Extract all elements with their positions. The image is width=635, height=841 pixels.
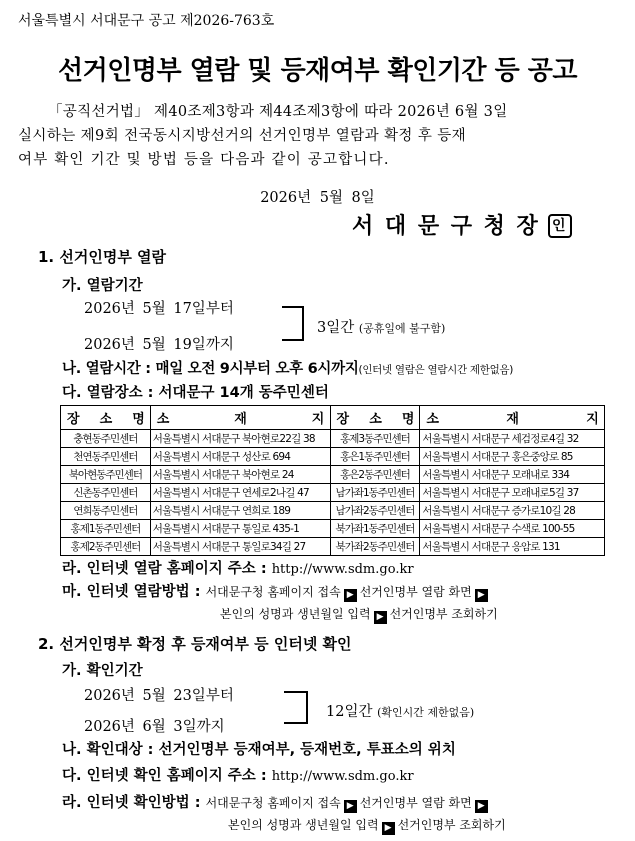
method-step: 서대문구청 홈페이지 접속 [205,796,341,810]
table-header-row [61,406,605,430]
column-header-name-left: 장 소 명 [61,406,151,430]
table-row [61,466,605,484]
method-step: 선거인명부 조회하기 [389,607,498,621]
place-name: 홍은1동주민센터 [330,448,420,466]
column-header-address-right: 소 재 지 [420,406,605,430]
arrow-right-icon: ▶ [475,589,488,602]
section2-method-label: 라. 인터넷 확인방법 : [62,795,206,811]
place-name: 홍제3동주민센터 [330,430,420,448]
section1-web-label: 라. 인터넷 열람 홈페이지 주소 : [62,561,272,577]
section1-method-label: 마. 인터넷 열람방법 : [62,584,206,600]
arrow-right-icon: ▶ [475,800,488,813]
place-address: 서울특별시 서대문구 연희로 189 [150,502,330,520]
method-step: 선거인명부 열람 화면 [359,796,472,810]
place-name: 남가좌2동주민센터 [330,502,420,520]
place-address: 서울특별시 서대문구 통일로34길 27 [150,538,330,556]
section1-time-label: 나. 열람시간 : 매일 오전 9시부터 오후 6시까지 [62,361,359,377]
page-title: 선거인명부 열람 및 등재여부 확인기간 등 공고 [57,56,577,86]
period-bracket [282,306,304,341]
place-name: 천연동주민센터 [61,448,151,466]
notice-date: 2026년 5월 8일 [260,190,375,206]
section2-period-summary [326,700,474,721]
place-name: 남가좌1동주민센터 [330,484,420,502]
section1-period-start: 2026년 5월 17일부터 [84,301,234,317]
section1-heading: 1. 선거인명부 열람 [38,248,167,266]
table-row [61,520,605,538]
section2-period-start: 2026년 5월 23일부터 [84,688,234,704]
section1-period-label: 가. 열람기간 [62,278,143,294]
place-address: 서울특별시 서대문구 증가로10길 28 [420,502,605,520]
method-step: 선거인명부 조회하기 [397,818,506,832]
column-header-address-left: 소 재 지 [150,406,330,430]
place-name: 연희동주민센터 [61,502,151,520]
place-address: 서울특별시 서대문구 성산로 694 [150,448,330,466]
method-step: 선거인명부 열람 화면 [359,585,472,599]
place-name: 북가좌1동주민센터 [330,520,420,538]
intro-line-3: 여부 확인 기간 및 방법 등을 다음과 같이 공고합니다. [18,152,390,168]
section1-method-cont [220,605,498,624]
place-address: 서울특별시 서대문구 세검정로4길 32 [420,430,605,448]
section2-method-cont [228,816,506,835]
method-step: 본인의 성명과 생년월일 입력 [228,818,379,832]
section1-time-note: (인터넷 열람은 열람시간 제한없음) [358,364,514,376]
section2-web [62,764,414,785]
section1-method [62,580,491,602]
table-row [61,430,605,448]
place-address: 서울특별시 서대문구 홍은중앙로 85 [420,448,605,466]
section2-period-note: (확인시간 제한없음) [377,706,475,719]
table-row [61,538,605,556]
section1-web-link[interactable]: http://www.sdm.go.kr [271,562,414,577]
section1-web [62,557,414,578]
place-name: 홍제1동주민센터 [61,520,151,538]
method-step: 본인의 성명과 생년월일 입력 [220,607,371,621]
place-address: 서울특별시 서대문구 모래내로 334 [420,466,605,484]
place-name: 홍제2동주민센터 [61,538,151,556]
notice-number: 서울특별시 서대문구 공고 제2026-763호 [18,13,275,29]
section1-period-summary [317,316,445,337]
section2-target: 나. 확인대상 : 선거인명부 등재여부, 등재번호, 투표소의 위치 [62,742,456,758]
arrow-right-icon: ▶ [382,822,395,835]
intro-line-1: 「공직선거법」 제40조제3항과 제44조제3항에 따라 2026년 6월 3일 [48,104,508,120]
place-address: 서울특별시 서대문구 응암로 131 [420,538,605,556]
place-name: 북아현동주민센터 [61,466,151,484]
section1-period-days: 3일간 [317,320,355,336]
places-table [60,405,605,556]
section1-period-note: (공휴일에 불구함) [358,322,446,335]
place-name: 홍은2동주민센터 [330,466,420,484]
place-name: 신촌동주민센터 [61,484,151,502]
arrow-right-icon: ▶ [344,800,357,813]
method-step: 서대문구청 홈페이지 접속 [205,585,341,599]
place-name: 북가좌2동주민센터 [330,538,420,556]
table-row [61,448,605,466]
intro-line-2: 실시하는 제9회 전국동시지방선거의 선거인명부 열람과 확정 후 등재 [18,128,467,144]
section1-place-label: 다. 열람장소 : 서대문구 14개 동주민센터 [62,385,329,401]
table-row [61,484,605,502]
issuer-text: 서 대 문 구 청 장 [352,213,540,239]
section2-period-days: 12일간 [326,704,373,720]
arrow-right-icon: ▶ [374,611,387,624]
section2-web-link[interactable]: http://www.sdm.go.kr [271,769,414,784]
place-name: 충현동주민센터 [61,430,151,448]
section2-web-label: 다. 인터넷 확인 홈페이지 주소 : [62,768,272,784]
place-address: 서울특별시 서대문구 모래내로5길 37 [420,484,605,502]
place-address: 서울특별시 서대문구 통일로 435-1 [150,520,330,538]
section2-period-end: 2026년 6월 3일까지 [84,719,225,735]
official-seal-icon: 인 [548,214,572,238]
place-address: 서울특별시 서대문구 북아현로 24 [150,466,330,484]
section2-heading: 2. 선거인명부 확정 후 등재여부 등 인터넷 확인 [38,635,352,653]
arrow-right-icon: ▶ [344,589,357,602]
section1-period-end: 2026년 5월 19일까지 [84,337,234,353]
period-bracket [284,691,308,724]
section2-method [62,791,491,813]
section1-time [62,357,513,378]
issuer-name [352,209,572,240]
column-header-name-right: 장 소 명 [330,406,420,430]
table-row [61,502,605,520]
place-address: 서울특별시 서대문구 연세로2나길 47 [150,484,330,502]
place-address: 서울특별시 서대문구 북아현로22길 38 [150,430,330,448]
place-address: 서울특별시 서대문구 수색로 100-55 [420,520,605,538]
section2-period-label: 가. 확인기간 [62,663,143,679]
